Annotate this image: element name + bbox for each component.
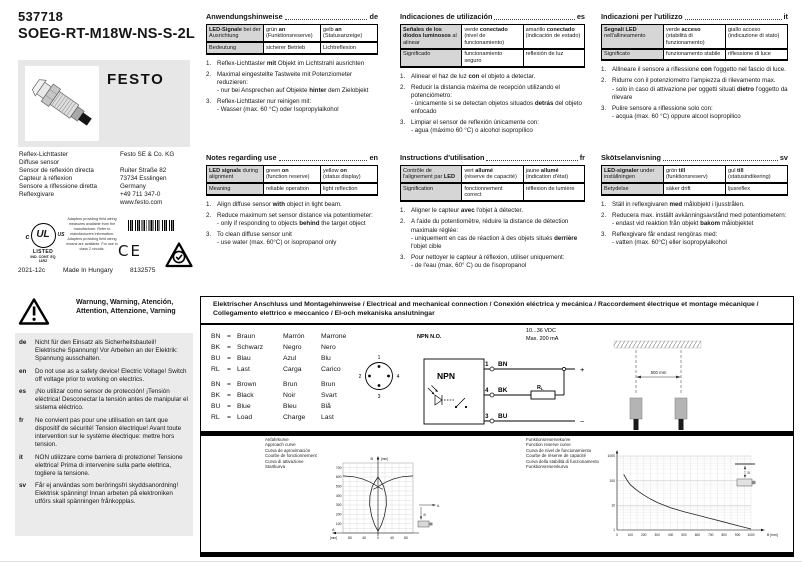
equals-sign: =	[227, 355, 231, 362]
led-table-row	[207, 166, 378, 184]
ul-listed-mark	[23, 223, 63, 263]
instruction-section	[400, 12, 585, 138]
divider	[201, 431, 793, 436]
meaning-row-label: Betydelse	[602, 183, 664, 195]
wire-name-lang3: Blu	[321, 355, 331, 362]
svg-text:80: 80	[348, 536, 352, 540]
section-header	[206, 153, 378, 162]
wire-name-lang3: Carico	[321, 366, 341, 373]
wire-name-lang1: Black	[237, 392, 254, 399]
warning-language-code: fr	[19, 416, 24, 424]
yellow-led-cell: amarillo conectado (indicación de estado)	[523, 25, 584, 49]
led-signal-table	[601, 165, 788, 196]
meaning-green-cell: funzionamento stabile	[664, 49, 726, 61]
instruction-step: Aligner le capteur avec l'objet à détecter.	[411, 207, 523, 215]
equals-sign: =	[227, 381, 231, 388]
section-language-code: it	[783, 12, 788, 21]
mounting-distance-diagram	[611, 337, 711, 435]
svg-text:100: 100	[609, 478, 615, 483]
section-header	[400, 153, 585, 162]
page-edge	[0, 561, 802, 562]
wire-name-lang2: Noir	[283, 392, 296, 399]
connector-pinout	[359, 355, 400, 400]
section-header	[601, 153, 788, 162]
led-row-label: Segnali LED nell'allineamento	[602, 25, 664, 49]
festo-logo: FESTO	[107, 71, 165, 88]
plus-terminal: +	[580, 365, 585, 374]
svg-text:900: 900	[734, 533, 741, 537]
wire-name-lang1: Last	[237, 366, 250, 373]
equals-sign: =	[227, 333, 231, 340]
svg-text:700: 700	[335, 465, 342, 470]
type-name: Sensore a riflessione diretta	[19, 183, 98, 191]
target-surface	[614, 341, 701, 348]
type-name: Diffuse sensor	[19, 159, 60, 167]
section-header	[601, 12, 788, 21]
led-table-row	[401, 183, 585, 201]
instruction-steps	[206, 60, 378, 114]
warning-language-code: de	[19, 339, 27, 346]
wire-table-row	[211, 342, 367, 353]
led-table-row	[207, 25, 378, 43]
ce-mark: CE	[118, 242, 142, 260]
led-table-row	[401, 166, 585, 184]
instruction-step: Ridurre con il potenziometro l'ampiezza di rilevamento max. - solo in caso di attivazione per oggetti situati dietro l'oggetto da rilevare	[612, 77, 788, 101]
section-title: Indicaciones de utilización	[400, 12, 493, 21]
led-signal-table	[400, 24, 585, 68]
instruction-steps	[601, 66, 788, 120]
mounting-distance-label: 500 mm	[650, 370, 667, 375]
rcm-mark	[164, 241, 194, 269]
wire-name-lang2: Bleu	[283, 403, 297, 410]
instruction-steps	[206, 201, 378, 247]
instruction-step: Reflexgivare får endast rengöras med: - vatten (max. 60°C) eller isopropylalkohol	[612, 230, 727, 247]
wire-code: BN	[211, 381, 221, 388]
wire-code: BU	[211, 355, 221, 362]
instruction-steps	[400, 73, 585, 135]
instruction-steps	[601, 201, 788, 247]
svg-text:0: 0	[616, 533, 618, 537]
svg-text:B: B	[747, 471, 750, 475]
instruction-step: Reflex-Lichttaster nur reinigen mit: - Wasser (max. 60 °C) oder Isopropylalkohol	[217, 98, 339, 114]
equals-sign: =	[227, 366, 231, 373]
wire-name-lang3: Nero	[321, 344, 336, 351]
sensor-drawing	[25, 66, 99, 141]
dotted-leader	[663, 160, 778, 161]
svg-text:800: 800	[721, 533, 727, 537]
led-table-row	[602, 49, 788, 61]
wire-name-lang3: Marrone	[321, 333, 347, 340]
product-image-box	[18, 60, 190, 147]
svg-text:10: 10	[611, 503, 615, 508]
meaning-yellow-cell: light reflection	[321, 183, 378, 195]
approach-axes-icon	[418, 504, 440, 527]
wire-code: BU	[211, 403, 221, 410]
warning-text: NON utilizzare come barriera di protezione! Tensione elettrica! Prima di intervenire sulla parte elettrica, togliere la tensione.	[35, 453, 183, 477]
ul-note-text: Adapters providing field wiring measures available from the manufacturer. Refer to manufacturers information. Adapters providing field wiring means are available. For use in class 2 circuits.	[66, 217, 118, 251]
wire-table-row	[211, 331, 367, 342]
warning-item	[19, 417, 188, 449]
led-table-row	[401, 25, 585, 49]
wire-code: BK	[211, 392, 221, 399]
green-led-cell: green on (function reserve)	[264, 166, 321, 184]
led-signal-table	[206, 24, 378, 55]
led-table-row	[602, 25, 788, 49]
sensor-pair	[630, 398, 687, 430]
svg-text:[mm]: [mm]	[330, 536, 338, 540]
warning-box	[15, 333, 193, 536]
manufacturer-block	[120, 151, 174, 207]
wire-name-lang1: Blue	[237, 403, 251, 410]
wire-table-row	[211, 353, 367, 364]
minus-terminal: −	[580, 417, 585, 426]
section-title: Notes regarding use	[206, 153, 277, 162]
warning-text: ¡No utilizar como sensor de protección! ¡Tensión eléctrica! Desconectar la tensión antes de manipular el sistema eléctrico.	[35, 388, 188, 412]
svg-text:600: 600	[694, 533, 701, 537]
wire-table-row	[211, 390, 367, 401]
instruction-step: Reducir la distancia máxima de recepción utilizando el potenciómetro: - únicamente si se detectan objetos situados detrás del objeto enfocado	[411, 84, 582, 116]
led-signal-table	[206, 165, 378, 196]
type-name: Capteur à réflexion	[19, 175, 73, 183]
revision-code: 2021-12c	[18, 267, 46, 274]
warning-triangle-icon	[18, 297, 50, 326]
svg-text:B: B	[423, 513, 426, 517]
type-name: Reflex-Lichttaster	[19, 151, 68, 158]
approach-curve-captions: Anfahrkurve Approach curve Curva de aproximación Courbe de fonctionnement Curva di attivazione Startkurva	[265, 437, 317, 469]
wire-name-lang1: Load	[237, 414, 253, 421]
meaning-row-label: Significado	[401, 49, 462, 67]
led-row-label: Señales de los diodos luminosos al alinear	[401, 25, 462, 49]
led-signal-table	[400, 165, 585, 202]
pinout-pin-4: 4	[396, 374, 400, 380]
led-signal-table	[601, 24, 788, 61]
wire-code: RL	[211, 414, 220, 421]
section-language-code: de	[369, 12, 378, 21]
meaning-yellow-cell: reflexión de luz	[523, 49, 584, 67]
instruction-section	[206, 153, 378, 250]
function-reserve-chart	[601, 450, 791, 548]
ul-listed-label: LISTED	[32, 249, 54, 255]
wire-name-lang1: Schwarz	[237, 344, 264, 351]
address-line: +49 711 347-0	[120, 191, 161, 199]
section-language-code: fr	[579, 153, 585, 162]
meaning-row-label: Bedeutung	[207, 42, 264, 54]
yellow-led-cell: giallo acceso (indicazione di stato)	[726, 25, 788, 49]
npn-circuit-diagram	[351, 321, 601, 436]
wire-table-row	[211, 412, 367, 423]
section-title: Indicazioni per l'utilizzo	[601, 12, 683, 21]
green-led-cell: grön till (funktionsreserv)	[664, 166, 726, 184]
meaning-green-cell: fonctionnement correct	[462, 183, 523, 201]
load-resistor-label: RL	[537, 385, 544, 391]
instruction-steps	[400, 207, 585, 269]
wire-name-lang3: Brun	[321, 381, 336, 388]
instruction-step: Reflex-Lichttaster mit Objekt im Lichtstrahl ausrichten	[217, 59, 365, 67]
barcode	[128, 220, 174, 231]
wire-code: BN	[211, 333, 221, 340]
wire-bn-label: BN	[498, 361, 508, 368]
wire-name-lang3: Svart	[321, 392, 337, 399]
svg-text:700: 700	[708, 533, 714, 537]
warning-title: Warnung, Warning, Atención, Attention, Attenzione, Varning	[76, 299, 176, 316]
instruction-step: Ställ in reflexgivaren med målobjekt i ljusstrålen.	[612, 200, 745, 208]
svg-text:80: 80	[404, 536, 408, 540]
dotted-leader	[285, 19, 368, 20]
instruction-step: Reduce maximum set sensor distance via potentiometer: - only if responding to objects behind the target object	[217, 211, 373, 227]
supply-voltage-label: 10...36 VDC	[526, 328, 556, 334]
connection-title: Elektrischer Anschluss und Montagehinweise / Electrical and mechanical connection / Conexión eléctrica y mecánica / Raccordement électrique et montage mécanique / Collegamento elettrico e meccanico / El-och mekaniska anslutningar	[213, 301, 759, 318]
wire-name-lang2: Carga	[283, 366, 302, 373]
led-table-row	[207, 183, 378, 195]
led-table-row	[401, 49, 585, 67]
wire-bk-label: BK	[498, 387, 508, 394]
section-title: Anwendungshinweise	[206, 12, 283, 21]
section-language-code: en	[369, 153, 378, 162]
address-line: 73734 Esslingen	[120, 175, 167, 183]
section-title: Skötselanvisning	[601, 153, 662, 162]
meaning-green-cell: sicherer Betrieb	[264, 42, 321, 54]
dotted-leader	[486, 160, 577, 161]
wire-name-lang3: Blå	[321, 403, 331, 410]
npn-box	[424, 359, 484, 424]
yellow-led-cell: jaune allumé (indication d'état)	[523, 166, 584, 184]
ul-us-letters: US	[57, 232, 65, 238]
country-of-origin: Made In Hungary	[63, 267, 113, 274]
svg-text:A: A	[437, 504, 440, 508]
type-name: Sensor de reflexión directa	[19, 167, 94, 175]
dotted-leader	[685, 19, 782, 20]
warning-text: Nicht für den Einsatz als Sicherheitsbauteil! Elektrische Spannung! Vor Arbeiten an der Elektrik: Spannung ausschalten.	[35, 339, 178, 363]
document-number: 8132575	[130, 267, 156, 274]
led-row-label: LED-signaler under inställningen	[602, 166, 664, 184]
svg-text:B: B	[370, 457, 373, 461]
dotted-leader	[279, 160, 368, 161]
instruction-step: Allineare il sensore a riflessione con l'oggetto nel fascio di luce.	[612, 66, 786, 74]
svg-text:A: A	[332, 528, 335, 532]
reserve-curve-captions: Funktionsreservekurve Function reserve curve Curva de nivel de funcionamiento Courbe de réserve de capacité Curva della stabilità di funzionamento Funktionsreservkurva	[526, 437, 599, 469]
led-row-label: LED signals during alignment	[207, 166, 264, 184]
meaning-yellow-cell: réflexion de lumière	[523, 183, 584, 201]
warning-language-code: it	[19, 453, 23, 461]
meaning-green-cell: funcionamiento seguro	[462, 49, 523, 67]
svg-text:40: 40	[390, 536, 394, 540]
svg-text:[mm]: [mm]	[381, 457, 389, 461]
led-row-label: Contrôle de l'alignement par LED	[401, 166, 462, 184]
wire-name-lang1: Blau	[237, 355, 251, 362]
warning-item	[19, 339, 188, 363]
section-header	[206, 12, 378, 21]
svg-text:400: 400	[667, 533, 674, 537]
certification-row	[18, 212, 192, 270]
dotted-leader	[494, 19, 574, 20]
svg-text:100: 100	[627, 533, 634, 537]
warning-item	[19, 388, 188, 412]
ul-canada-letter: c	[25, 234, 30, 241]
instruction-step: Reducera max. inställt avkänningsavstånd med potentiometern: - endast vid reaktion från objekt bakom målobjektet	[612, 211, 787, 227]
svg-text:500: 500	[681, 533, 687, 537]
warning-text: Får ej användas som beröringsfri skyddsanordning! Elektrisk spänning! Innan arbeten på elektroniken utförs skall spänningen frånkopplas.	[35, 482, 179, 506]
green-led-cell: vert allumé (réserve de capacité)	[462, 166, 523, 184]
meaning-green-cell: reliable operation	[264, 183, 321, 195]
instruction-step: Pour nettoyer le capteur à réflexion, utiliser uniquement: - de l'eau (max. 60° C) ou de l'isopropanol	[411, 253, 565, 269]
product-type-names	[19, 151, 97, 199]
ul-code: 11RZ	[38, 259, 48, 263]
led-table-row	[207, 42, 378, 54]
meaning-yellow-cell: Lichtreflexion	[321, 42, 378, 54]
photodiode-switch-symbol	[428, 386, 467, 409]
svg-text:500: 500	[335, 484, 342, 489]
equals-sign: =	[227, 344, 231, 351]
instruction-step: A l'aide du potentiomètre, réduire la distance de détection maximale réglée: - uniquement en cas de réaction à des objets situés derrière l'objet cible	[411, 218, 578, 250]
green-led-cell: verde acceso (stabilità di funzionamento)	[664, 25, 726, 49]
equals-sign: =	[227, 392, 231, 399]
svg-text:100: 100	[335, 521, 342, 526]
yellow-led-cell: gelb an (Statusanzeige)	[321, 25, 378, 43]
wire-code: BK	[211, 344, 221, 351]
max-current-label: Max. 200 mA	[526, 336, 559, 342]
pin-1-number: 1	[485, 362, 489, 368]
wire-name-lang2: Marrón	[283, 333, 305, 340]
svg-text:B [mm]: B [mm]	[767, 533, 778, 537]
section-header	[400, 12, 585, 21]
svg-text:300: 300	[335, 503, 342, 508]
svg-text:1000: 1000	[747, 533, 755, 537]
svg-text:40: 40	[362, 536, 366, 540]
wire-table-row	[211, 379, 367, 390]
pinout-pin-2: 2	[358, 374, 362, 380]
svg-text:1: 1	[613, 528, 615, 533]
address-line: Germany	[120, 183, 146, 191]
reserve-distance-icon	[735, 464, 756, 486]
instruction-section	[601, 153, 788, 250]
wire-color-table	[211, 331, 367, 423]
wire-code: RL	[211, 366, 220, 373]
part-number: 537718	[18, 9, 64, 24]
wire-name-lang2: Charge	[283, 414, 306, 421]
address-line: Ruiter Straße 82	[120, 167, 167, 175]
led-row-label: LED-Signale bei der Ausrichtung	[207, 25, 264, 43]
instruction-section	[206, 12, 378, 117]
svg-text:600: 600	[335, 475, 342, 480]
svg-text:0: 0	[377, 536, 379, 540]
npn-box-label: NPN	[437, 371, 455, 381]
svg-text:1000: 1000	[607, 454, 615, 459]
warning-item	[19, 368, 188, 384]
led-table-row	[602, 166, 788, 184]
instruction-section	[400, 153, 585, 273]
wire-bu-label: BU	[498, 413, 508, 420]
warning-language-code: en	[19, 367, 27, 375]
wire-name-lang1: Brown	[237, 381, 257, 388]
pin-4-number: 4	[485, 388, 489, 394]
yellow-led-cell: gul till (statusindikering)	[726, 166, 788, 184]
instruction-section	[601, 12, 788, 124]
ul-logo-letters: UL	[36, 229, 50, 240]
type-name: Reflexgivare	[19, 191, 54, 199]
svg-text:300: 300	[654, 533, 660, 537]
green-led-cell: grün an (Funktionsreserve)	[264, 25, 321, 43]
manufacturer-address	[120, 167, 174, 207]
svg-text:200: 200	[641, 533, 647, 537]
connection-section	[200, 296, 794, 557]
pinout-pin-3: 3	[377, 394, 381, 400]
wire-table-row	[211, 401, 367, 412]
manufacturer-name: Festo SE & Co. KG	[120, 151, 175, 158]
meaning-row-label: Signification	[401, 183, 462, 201]
warning-item	[19, 454, 188, 478]
output-type-label: NPN N.O.	[417, 334, 442, 340]
section-language-code: sv	[779, 153, 788, 162]
led-table-row	[602, 183, 788, 195]
wire-name-lang2: Negro	[283, 344, 302, 351]
svg-text:200: 200	[335, 512, 342, 517]
model-number: SOEG-RT-M18W-NS-S-2L	[18, 26, 195, 42]
meaning-yellow-cell: ljusreflex	[726, 183, 788, 195]
equals-sign: =	[227, 403, 231, 410]
wire-name-lang3: Last	[321, 414, 334, 421]
meaning-row-label: Significato	[602, 49, 664, 61]
section-language-code: es	[576, 12, 585, 21]
ul-category: IND. CONT. EQ	[30, 255, 56, 259]
approach-curve-chart	[329, 455, 441, 547]
warning-language-code: es	[19, 388, 27, 396]
meaning-row-label: Meaning	[207, 183, 264, 195]
instruction-step: To clean diffuse sensor unit - use water (max. 60°C) or isopropanol only	[217, 230, 337, 247]
yellow-led-cell: yellow on (status display)	[321, 166, 378, 184]
wire-name-lang1: Braun	[237, 333, 256, 340]
equals-sign: =	[227, 414, 231, 421]
instruction-step: Alinear el haz de luz con el objeto a detectar.	[411, 72, 536, 80]
wire-name-lang2: Azul	[283, 355, 297, 362]
warning-text: Ne convient pas pour une utilisation en tant que dispositif de sécurité! Tension électrique! Avant toute intervention sur le système électrique: mettre hors tension.	[35, 416, 182, 449]
warning-language-code: sv	[19, 482, 27, 490]
warning-text: Do not use as a safety device! Electric Voltage! Switch off voltage prior to working on electrics.	[35, 367, 187, 383]
instruction-step: Align diffuse sensor with object in light beam.	[217, 200, 342, 208]
instruction-step: Limpiar el sensor de reflexión únicamente con: - agua (máximo 60 °C) o alcohol isopropílico	[411, 119, 539, 135]
pinout-pin-1: 1	[377, 355, 381, 361]
meaning-green-cell: säker drift	[664, 183, 726, 195]
wire-table-row	[211, 364, 367, 375]
warning-item	[19, 482, 188, 506]
sensor-product-image	[25, 66, 99, 141]
section-title: Instructions d'utilisation	[400, 153, 485, 162]
pin-3-number: 3	[485, 414, 489, 420]
svg-text:400: 400	[335, 493, 342, 498]
wire-name-lang2: Brun	[283, 381, 298, 388]
load-resistor	[531, 391, 555, 399]
instruction-step: Maximal eingestellte Tastweite mit Potenziometer reduzieren: - nur bei Ansprechen auf Objekte hinter dem Zielobjekt	[217, 70, 369, 94]
website-url: www.festo.com	[120, 199, 163, 207]
green-led-cell: verde conectado (nivel de funcionamiento)	[462, 25, 523, 49]
instruction-step: Pulire sensore a riflessione solo con: - acqua (max. 60 °C) oppure alcool isopropilico	[612, 104, 741, 120]
meaning-yellow-cell: riflessione di luce	[726, 49, 788, 61]
